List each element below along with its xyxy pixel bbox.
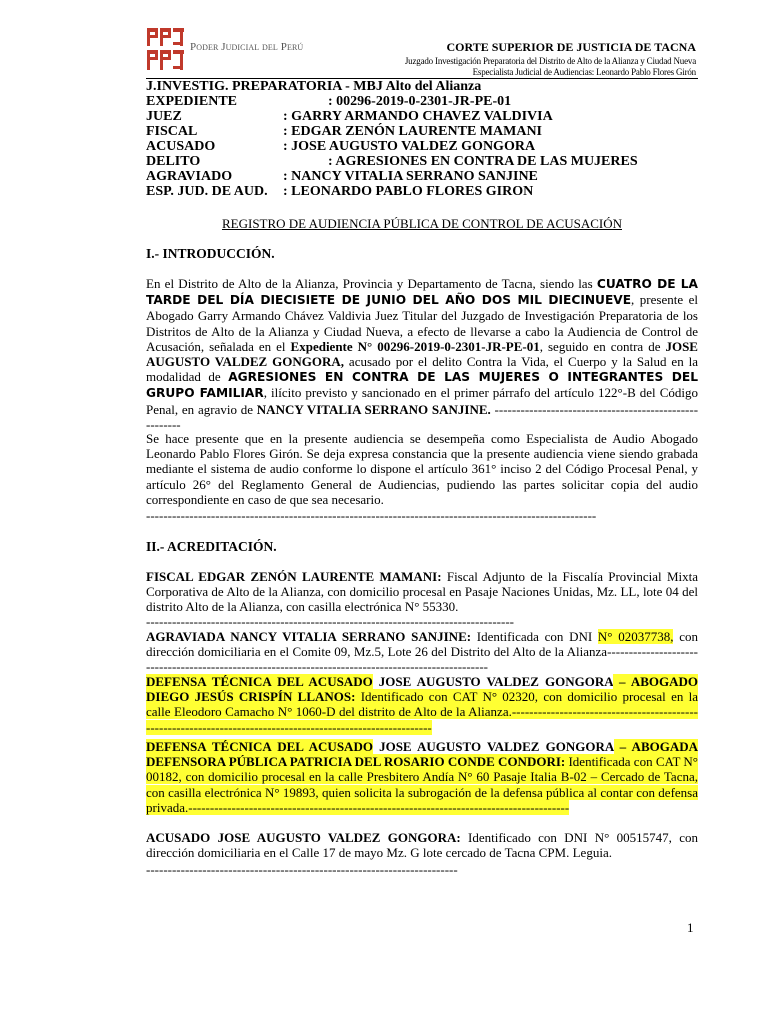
dash-separator: ---------------------------------------------------------------------------------------------------- — [146, 644, 698, 675]
case-field — [146, 124, 543, 139]
case-unit: J.INVESTIG. PREPARATORIA - MBJ Alto del Alianza — [146, 79, 482, 94]
dash-separator: ---------------------------------------------------------------------------------------- — [188, 799, 570, 815]
field-value: : NANCY VITALIA SERRANO SANJINE — [283, 169, 538, 184]
field-value: : 00296-2019-0-2301-JR-PE-01 — [328, 94, 512, 109]
lawyer-name: – ABOGADA DEFENSORA PÚBLICA PATRICIA DEL ROSARIO CONDE CONDORI: — [146, 739, 698, 770]
fiscal-paragraph — [146, 569, 698, 615]
institution-name: Poder Judicial del Perú — [190, 41, 304, 53]
dash-separator: ------------------------------------------------------------------------------------------------------------- — [146, 704, 698, 735]
poder-judicial-logo — [146, 26, 304, 72]
agraviada-paragraph — [146, 629, 698, 675]
intro-paragraph — [146, 276, 698, 432]
text: Fiscal Adjunto de la Fiscalía Provincial Mixta Corporativa de Alto de la Alianza, con domicilio procesal en Pasaje Naciones Unidas, Mz. LL, lote 04 del distrito Alto de la Alianza, con casilla electrónica N° 55330. — [146, 569, 698, 615]
lawyer-name: – ABOGADO DIEGO JESÚS CRISPÍN LLANOS: — [146, 674, 698, 705]
text: ------------------------------------------------------- — [146, 401, 699, 432]
case-field — [146, 169, 538, 184]
text: , presente el Abogado Garry Armando Chávez Valdivia Juez Titular del Juzgado de Investigación Preparatoria de los Distritos de Alto de la Alianza y Ciudad Nueva, a efecto de llevarse a cabo la Audiencia de Control de Acusación, señalada en el — [146, 292, 698, 354]
defensa-publica-paragraph — [146, 739, 698, 815]
audio-paragraph: Se hace presente que en la presente audiencia se desempeña como Especialista de Audio Abogado Leonardo Pablo Flores Girón. Se deja expresa constancia que la presente audiencia viene siendo grabada mediante el sistema de audio conforme lo dispone el artículo 361° inciso 2 del Código Procesal Penal, y artículo 26° del Reglamento General de Audiencias, pudiendo las partes solicitar copia del audio correspondiente en caso de que sea necesario. — [146, 431, 698, 507]
accused-name: JOSE AUGUSTO VALDEZ GONGORA — [372, 739, 614, 754]
court-name: CORTE SUPERIOR DE JUSTICIA DE TACNA — [446, 40, 696, 54]
defensa-privada-paragraph — [146, 674, 698, 735]
field-value: : GARRY ARMANDO CHAVEZ VALDIVIA — [283, 109, 553, 124]
case-field — [146, 139, 536, 154]
text: Identificado con DNI N° 00515747, con dirección domiciliaria en el Calle 17 de mayo Mz. G lote cercado de Tacna CPM. Leguia. — [146, 830, 698, 861]
accused-name: JOSE AUGUSTO VALDEZ GONGORA — [372, 674, 613, 689]
dash-separator: -------------------------------------------------------------------------------------------------------- — [146, 508, 597, 523]
field-label: EXPEDIENTE — [146, 94, 238, 109]
acusado-name: ACUSADO JOSE AUGUSTO VALDEZ GONGORA: — [146, 830, 461, 845]
page-number: 1 — [687, 920, 694, 935]
dash-separator: ------------------------------------------------------------------------ — [146, 862, 458, 877]
field-label: FISCAL — [146, 124, 198, 139]
dash-separator: ------------------------------------------------------------------------------------- — [146, 614, 514, 629]
defensa-label: DEFENSA TÉCNICA DEL ACUSADO — [146, 739, 373, 754]
field-label: ACUSADO — [146, 139, 216, 154]
date-bold: CUATRO DE LA TARDE DEL DÍA DIECISIETE DE JUNIO DEL AÑO DOS MIL DIECINUEVE — [146, 277, 698, 308]
text: , ilícito previsto y sancionado en el primer párrafo del artículo 122°-B del Código Penal, en agravio de — [146, 385, 698, 417]
case-field — [146, 109, 553, 124]
text: , seguido en contra de — [539, 338, 666, 354]
crime-bold: AGRESIONES EN CONTRA DE LAS MUJERES O INTEGRANTES DEL GRUPO FAMILIAR — [146, 370, 698, 401]
defensa-label: DEFENSA TÉCNICA DEL ACUSADO — [146, 674, 373, 689]
expediente-bold: Expediente N° 00296-2019-0-2301-JR-PE-01 — [290, 338, 540, 354]
text: con dirección domiciliaria en el Comite 09, Mz.5, Lote 26 del Distrito del Alto de la Alianza — [146, 629, 698, 660]
text: Identificado con CAT N° 02320, con domicilio procesal en la calle Eleodoro Camacho N° 1060-D del distrito de Alto de la Alianza. — [146, 689, 698, 720]
court-subtitle: Juzgado Investigación Preparatoria del Distrito de Alto de la Alianza y Ciudad Nueva — [404, 56, 696, 66]
accused-bold: JOSE AUGUSTO VALDEZ GONGORA, — [146, 338, 698, 370]
field-value: : EDGAR ZENÓN LAURENTE MAMANI — [283, 124, 543, 139]
field-value: : LEONARDO PABLO FLORES GIRON — [283, 184, 534, 199]
text: Identificada con DNI — [471, 629, 598, 644]
dni-highlight: N° 02037738, — [597, 629, 674, 644]
specialist-line: Especialista Judicial de Audiencias: Leonardo Pablo Flores Girón — [472, 67, 696, 77]
section-heading-acreditacion: II.- ACREDITACIÓN. — [146, 539, 277, 554]
field-value: : JOSE AUGUSTO VALDEZ GONGORA — [283, 139, 536, 154]
field-label: DELITO — [146, 154, 201, 169]
fiscal-name: FISCAL EDGAR ZENÓN LAURENTE MAMANI: — [146, 569, 442, 584]
field-label: JUEZ — [146, 109, 182, 124]
text: Identificada con CAT N° 00182, con domicilio procesal en la calle Presbitero Andía N° 60 Pasaje Italia B-02 – Cercado de Tacna, con casilla electrónica N° 19893, quien solicita la subrogación de la defensa pública al contar con defensa privada. — [146, 754, 698, 815]
acusado-paragraph — [146, 830, 698, 860]
case-field — [146, 184, 534, 199]
section-heading-introduccion: I.- INTRODUCCIÓN. — [146, 246, 275, 261]
text: acusado por el delito Contra la Vida, el Cuerpo y la Salud en la modalidad de — [146, 354, 698, 385]
poder-judicial-emblem-icon — [146, 26, 186, 72]
field-value: : AGRESIONES EN CONTRA DE LAS MUJERES — [328, 154, 638, 169]
victim-bold: NANCY VITALIA SERRANO SANJINE. — [256, 401, 491, 417]
case-field — [146, 154, 638, 169]
field-label: ESP. JUD. DE AUD. — [146, 184, 268, 199]
document-title: REGISTRO DE AUDIENCIA PÚBLICA DE CONTROL DE ACUSACIÓN — [221, 216, 622, 231]
case-field — [146, 94, 512, 109]
field-label: AGRAVIADO — [146, 169, 233, 184]
agraviada-name: AGRAVIADA NANCY VITALIA SERRANO SANJINE: — [146, 629, 472, 644]
text: En el Distrito de Alto de la Alianza, Provincia y Departamento de Tacna, siendo las — [146, 276, 597, 291]
